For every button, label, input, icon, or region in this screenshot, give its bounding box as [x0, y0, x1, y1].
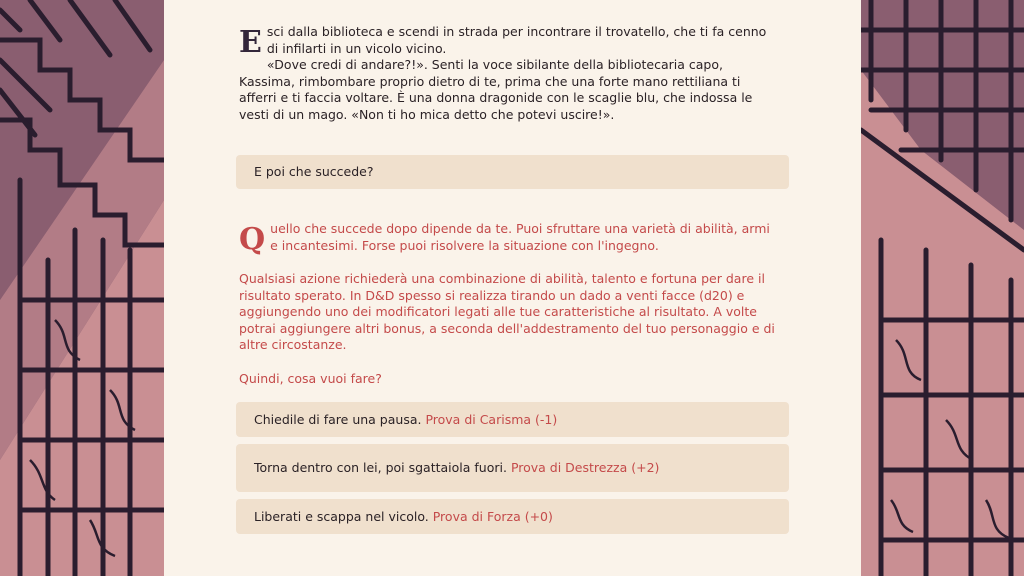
choice-check: Prova di Carisma (-1) — [425, 412, 558, 427]
story-dropcap: E — [239, 25, 262, 60]
right-art-svg — [861, 0, 1024, 576]
choice-button-1[interactable] — [236, 402, 789, 437]
choice-button-3[interactable] — [236, 499, 789, 534]
continue-prompt[interactable] — [236, 155, 789, 189]
choice-text: Chiedile di fare una pausa. — [254, 412, 422, 427]
narrator-paragraph-2: Qualsiasi azione richiederà una combinazione di abilità, talento e fortuna per dare il risultato sperato. In D&D spesso si realizza tirando un dado a venti facce (d20) e aggiungendo uno dei modificatori legati alle tue caratteristiche al risultato. A volte potrai aggiungere altri bonus, a seconda dell'addestramento del tuo personaggio e di altre circostanze. — [239, 271, 775, 352]
narrator-dropcap: Q — [239, 222, 266, 257]
choice-text: Liberati e scappa nel vicolo. — [254, 509, 429, 524]
story-paragraph-2: «Dove credi di andare?!». Senti la voce sibilante della bibliotecaria capo, Kassima, rimbombare proprio dietro di te, prima che una forte mano rettiliana ti afferri e ti faccia voltare. È una donna dragonide con le scaglie blu, che indossa le vesti di un mago. «Non ti ho mica detto che potevi uscire!». — [239, 57, 753, 122]
narrator-question: Quindi, cosa vuoi fare? — [239, 370, 382, 386]
narrator-text — [239, 221, 779, 404]
choice-check: Prova di Forza (+0) — [432, 509, 553, 524]
narrator-paragraph-1 — [239, 221, 779, 257]
right-background-illustration — [861, 0, 1024, 576]
continue-prompt-label: E poi che succede? — [254, 164, 374, 179]
story-text — [239, 24, 779, 123]
story-paragraph: sci dalla biblioteca e scendi in strada per incontrare il trovatello, che ti fa cenno di infilarti in un vicolo vicino. — [266, 24, 767, 56]
narrator-paragraph-1-text: uello che succede dopo dipende da te. Puoi sfruttare una varietà di abilità, armi e incantesimi. Forse puoi risolvere la situazione con l'ingegno. — [270, 221, 770, 253]
choice-check: Prova di Destrezza (+2) — [510, 460, 660, 475]
left-art-svg — [0, 0, 164, 576]
choice-text: Torna dentro con lei, poi sgattaiola fuori. — [254, 460, 507, 475]
choice-button-2[interactable] — [236, 444, 789, 492]
left-background-illustration — [0, 0, 164, 576]
